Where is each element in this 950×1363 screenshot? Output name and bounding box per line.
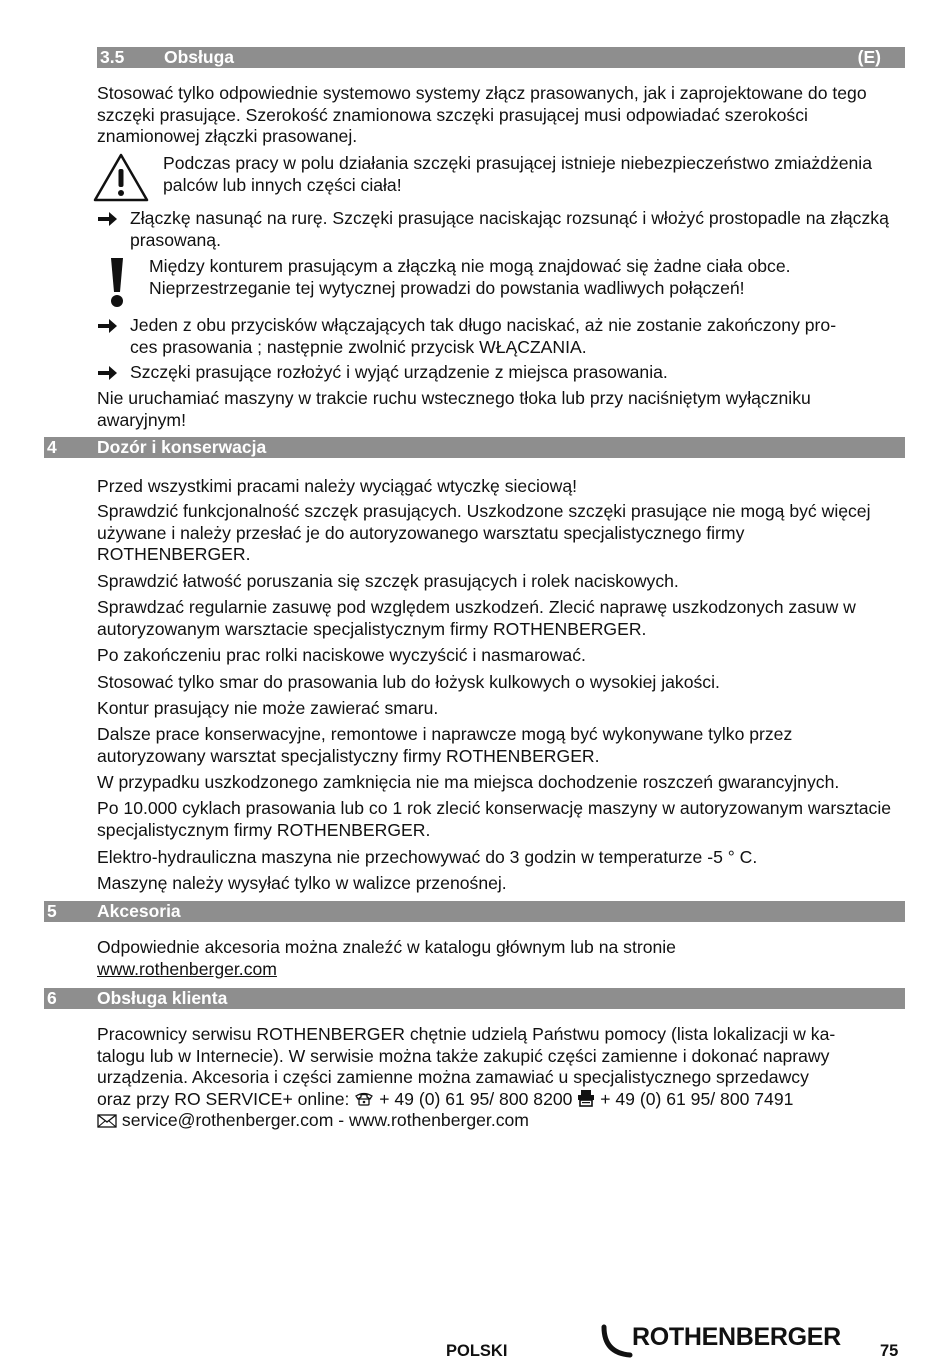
arrow-right-icon xyxy=(97,316,119,336)
telephone-icon xyxy=(354,1091,374,1107)
section-title: Obsługa xyxy=(164,47,235,67)
paragraph: Przed wszystkimi pracami należy wyciągać wtyczkę sieciową! xyxy=(97,476,578,496)
paragraph: Stosować tylko smar do prasowania lub do łożysk kulkowych o wysokiej jakości. xyxy=(97,672,720,692)
step-text-line: Jeden z obu przycisków włączających tak długo naciskać, aż nie zostanie zakończony pro- xyxy=(130,315,837,335)
caution-text: Między konturem prasującym a złączką nie mogą znajdować się żadne ciała obce. Nieprzestrzeganie tej wytycznej prowadzi do powstania wadliwych połączeń! xyxy=(149,256,791,298)
section-number: 6 xyxy=(47,988,57,1008)
exclamation-icon xyxy=(108,256,126,308)
contact-prefix: oraz przy RO SERVICE+ online: xyxy=(97,1088,350,1109)
step-text: Szczęki prasujące rozłożyć i wyjąć urządzenie z miejsca prasowania. xyxy=(130,362,668,382)
paragraph: Dalsze prace konserwacyjne, remontowe i naprawcze mogą być wykonywane tylko przez autoryzowany warsztat specjalistyczny firmy ROTHENBERGER. xyxy=(97,724,793,766)
section-title: Dozór i konserwacja xyxy=(97,437,267,457)
text-line: urządzenia. Akcesoria i części zamienne można zamawiać u specjalistycznego sprzedawcy xyxy=(97,1067,809,1087)
closing-paragraph: Nie uruchamiać maszyny w trakcie ruchu wstecznego tłoka lub przy naciśniętym wyłączniku awaryjnym! xyxy=(97,388,811,430)
section-header-5 xyxy=(44,901,905,922)
section-title: Akcesoria xyxy=(97,901,181,921)
brand-wordmark: ROTHENBERGER xyxy=(632,1323,841,1351)
email-and-website[interactable]: service@rothenberger.com - www.rothenberger.com xyxy=(121,1110,529,1130)
section-header-6 xyxy=(44,988,905,1009)
accessories-paragraph xyxy=(97,937,902,980)
paragraph: W przypadku uszkodzonego zamknięcia nie ma miejsca dochodzenie roszczeń gwarancyjnych. xyxy=(97,772,840,792)
paragraph: Sprawdzić łatwość poruszania się szczęk prasujących i rolek naciskowych. xyxy=(97,571,679,591)
fax-icon xyxy=(577,1089,595,1107)
page-number: 75 xyxy=(880,1342,899,1360)
section-header-3-5 xyxy=(97,47,905,68)
footer-language: POLSKI xyxy=(446,1342,508,1360)
paragraph: Sprawdzić funkcjonalność szczęk prasujących. Uszkodzone szczęki prasujące nie mogą być więcej używane i należy przesłać je do autoryzowanego warsztatu specjalistycznego firmy ROTHENBERGER. xyxy=(97,501,871,564)
intro-paragraph: Stosować tylko odpowiednie systemowo systemy złącz prasowanych, jak i zaprojektowane do tego szczęki prasujące. Szerokość znamionowa szczęki prasującej musi odpowiadać szerokości znamionowej złączki prasowanej. xyxy=(97,83,867,146)
paragraph: Maszynę należy wysyłać tylko w walizce przenośnej. xyxy=(97,873,507,893)
paragraph: Kontur prasujący nie może zawierać smaru. xyxy=(97,698,439,718)
fax-number: + 49 (0) 61 95/ 800 7491 xyxy=(600,1088,794,1109)
section-variant-tag: (E) xyxy=(857,47,881,67)
section-header-4 xyxy=(44,437,905,458)
warning-text: Podczas pracy w polu działania szczęki prasującej istnieje niebezpieczeństwo zmiażdżenia palców lub innych części ciała! xyxy=(163,153,872,195)
logo-swoosh-icon xyxy=(600,1323,636,1359)
step-text-line: ces prasowania ; następnie zwolnić przycisk WŁĄCZANIA. xyxy=(130,336,587,357)
warning-triangle-icon xyxy=(93,153,149,203)
envelope-icon xyxy=(97,1114,117,1128)
arrow-right-icon xyxy=(97,209,119,229)
paragraph: Sprawdzać regularnie zasuwę pod względem uszkodzeń. Zlecić naprawę uszkodzonych zasuw w autoryzowanym warsztacie specjalistycznym firmy ROTHENBERGER. xyxy=(97,597,856,639)
arrow-right-icon xyxy=(97,363,119,383)
section-number: 4 xyxy=(47,437,57,457)
text-line: talogu lub w Internecie). W serwisie można także zakupić części zamienne i dokonać naprawy xyxy=(97,1045,830,1066)
text-line: Pracownicy serwisu ROTHENBERGER chętnie udzielą Państwu pomocy (lista lokalizacji w ka- xyxy=(97,1024,836,1044)
customer-service-paragraph xyxy=(97,1024,902,1132)
paragraph: Elektro-hydrauliczna maszyna nie przechowywać do 3 godzin w temperaturze -5 ° C. xyxy=(97,847,758,867)
step-text xyxy=(130,315,890,358)
section-number: 5 xyxy=(47,901,57,921)
section-number: 3.5 xyxy=(100,47,125,67)
paragraph: Po zakończeniu prac rolki naciskowe wyczyścić i nasmarować. xyxy=(97,645,586,665)
email-line xyxy=(97,1110,902,1132)
website-link[interactable]: www.rothenberger.com xyxy=(97,958,277,979)
contact-line xyxy=(97,1089,902,1111)
step-text: Złączkę nasunąć na rurę. Szczęki prasujące naciskając rozsunąć i włożyć prostopadle na złączką prasowaną. xyxy=(130,208,889,250)
paragraph: Po 10.000 cyklach prasowania lub co 1 rok zlecić konserwację maszyny w autoryzowanym warsztacie specjalistycznym firmy ROTHENBERGER. xyxy=(97,798,892,840)
phone-number: + 49 (0) 61 95/ 800 8200 xyxy=(379,1088,573,1109)
accessories-text: Odpowiednie akcesoria można znaleźć w katalogu głównym lub na stronie xyxy=(97,937,676,957)
brand-logo xyxy=(600,1321,850,1359)
section-title: Obsługa klienta xyxy=(97,988,228,1008)
